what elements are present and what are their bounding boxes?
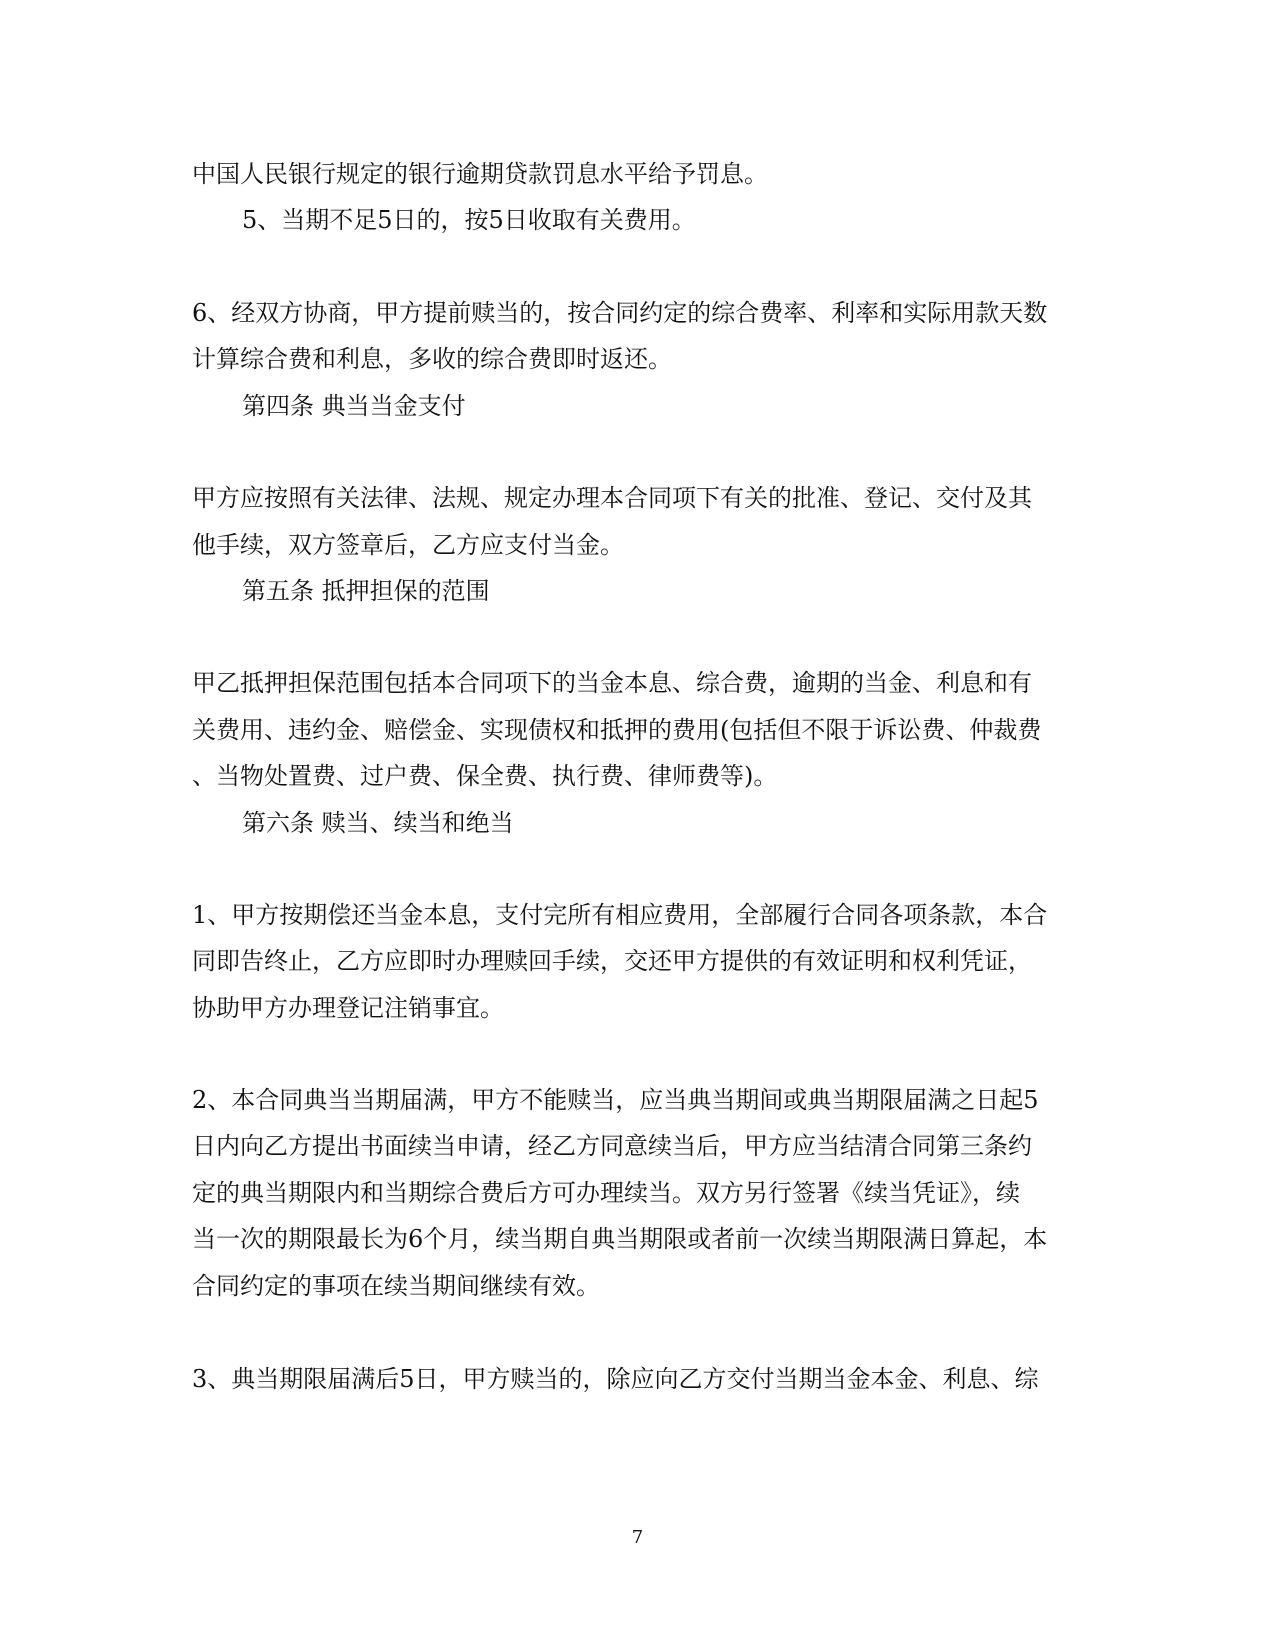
section-heading: 第五条 抵押担保的范围 xyxy=(242,577,490,605)
text-line: 6、经双方协商，甲方提前赎当的，按合同约定的综合费率、利率和实际用款天数 xyxy=(192,299,1048,327)
section-heading: 第四条 典当当金支付 xyxy=(242,392,466,420)
text-line: 3、典当期限届满后5日，甲方赎当的，除应向乙方交付当期当金本金、利息、综 xyxy=(192,1365,1039,1393)
text-line: 5、当期不足5日的，按5日收取有关费用。 xyxy=(242,206,696,234)
text-line: 甲乙抵押担保范围包括本合同项下的当金本息、综合费，逾期的当金、利息和有 xyxy=(192,669,1032,697)
text-line: 关费用、违约金、赔偿金、实现债权和抵押的费用(包括但不限于诉讼费、仲裁费 xyxy=(192,716,1042,744)
text-line: 定的典当期限内和当期综合费后方可办理续当。双方另行签署《续当凭证》，续 xyxy=(192,1179,1020,1207)
page-number: 7 xyxy=(631,1527,644,1548)
text-line: 、当物处置费、过户费、保全费、执行费、律师费等)。 xyxy=(192,762,778,790)
text-line: 中国人民银行规定的银行逾期贷款罚息水平给予罚息。 xyxy=(192,160,768,188)
text-line: 2、本合同典当当期届满，甲方不能赎当，应当典当期间或典当期限届满之日起5 xyxy=(192,1086,1039,1114)
text-line: 他手续，双方签章后，乙方应支付当金。 xyxy=(192,531,624,559)
text-line: 合同约定的事项在续当期间继续有效。 xyxy=(192,1272,600,1300)
text-line: 计算综合费和利息，多收的综合费即时返还。 xyxy=(192,345,672,373)
text-line: 1、甲方按期偿还当金本息，支付完所有相应费用，全部履行合同各项条款，本合 xyxy=(192,901,1048,929)
section-heading: 第六条 赎当、续当和绝当 xyxy=(242,809,514,837)
text-line: 协助甲方办理登记注销事宜。 xyxy=(192,994,504,1022)
text-line: 甲方应按照有关法律、法规、规定办理本合同项下有关的批准、登记、交付及其 xyxy=(192,484,1032,512)
text-line: 日内向乙方提出书面续当申请，经乙方同意续当后，甲方应当结清合同第三条约 xyxy=(192,1132,1032,1160)
text-line: 当一次的期限最长为6个月，续当期自典当期限或者前一次续当期限满日算起，本 xyxy=(192,1225,1048,1253)
text-line: 同即告终止，乙方应即时办理赎回手续，交还甲方提供的有效证明和权利凭证， xyxy=(192,947,1032,975)
